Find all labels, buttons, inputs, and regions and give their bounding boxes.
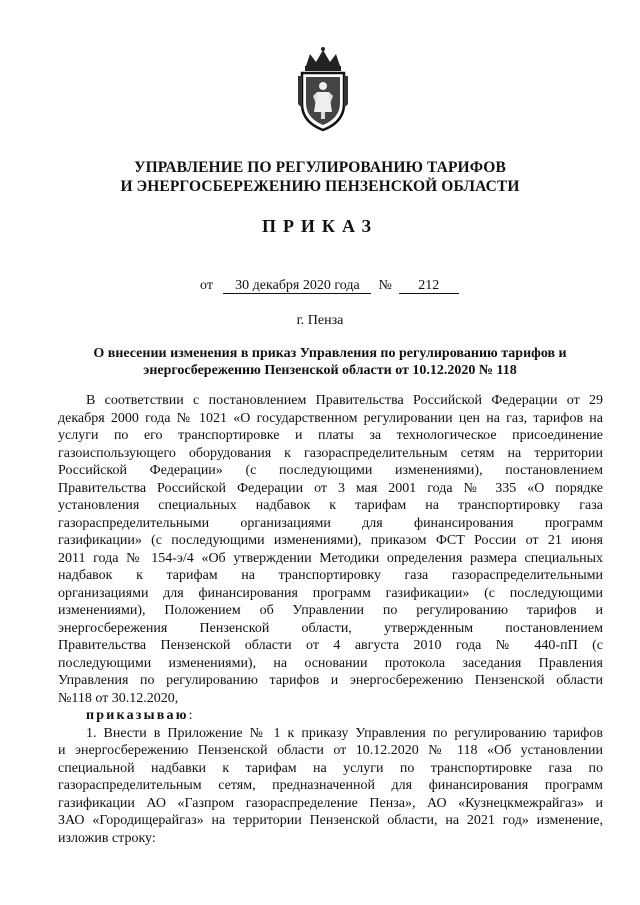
agency-name-line1: УПРАВЛЕНИЕ ПО РЕГУЛИРОВАНИЮ ТАРИФОВ xyxy=(134,159,506,176)
preamble-line: последующими изменениями), на основании протокола заседания Правления xyxy=(58,655,603,671)
preamble-line: организациями для финансирования программ газификации» (с последующими xyxy=(58,585,603,601)
date-number-line xyxy=(200,278,459,294)
preamble-line: В соответствии с постановлением Правительства Российской Федерации от 29 xyxy=(86,393,603,408)
preamble-line: Управления по регулированию тарифов и энергосбережению Пензенской области xyxy=(58,673,603,688)
agency-name-line2: И ЭНЕРГОСБЕРЕЖЕНИЮ ПЕНЗЕНСКОЙ ОБЛАСТИ xyxy=(120,178,520,195)
preamble-line: Российской Федерации» (с последующими изменениями), постановлением xyxy=(58,463,603,478)
agency-name xyxy=(0,158,640,196)
preamble-line: надбавок к тарифам на транспортировку газа газораспределительными xyxy=(58,568,603,583)
preamble-line: изменениями), Положением об Управлении по регулированию тарифов и xyxy=(58,603,603,618)
document-date: 30 декабря 2020 года xyxy=(223,278,371,294)
number-label: № xyxy=(378,278,392,293)
preamble-line: Правительства Российской Федерации от 3 мая 2001 года № 335 «О порядке xyxy=(58,480,603,496)
item1-line: специальной надбавки к тарифам на услуги по транспортировке газа по xyxy=(58,760,603,776)
order-word xyxy=(58,707,603,725)
title-line1: О внесении изменения в приказ Управления по регулированию тарифов и xyxy=(93,346,567,361)
document-body xyxy=(58,392,603,847)
item1-line: изложив строку: xyxy=(58,830,156,846)
preamble-line: декабря 2000 года № 1021 «О государственном регулировании цен на газ, тарифов на xyxy=(58,410,603,426)
preamble-line: энергосбережения Пензенской области, утвержденным постановлением xyxy=(58,620,603,636)
item1-line: ЗАО «Городищерайгаз» на территории Пензенской области, на 2021 год» изменение, xyxy=(58,813,603,828)
preamble-line: услуги по его транспортировке и платы за технологическое присоединение xyxy=(58,428,603,443)
document-title xyxy=(60,345,600,379)
item1-line: газораспределительным сетям, предназначенной для финансирования программ xyxy=(58,778,603,793)
order-word-colon: : xyxy=(188,708,193,723)
item1-line: газификации АО «Газпром газораспределение Пенза», АО «Кузнецкмежрайгаз» и xyxy=(58,795,603,811)
title-line2: энергосбережению Пензенской области от 10.12.2020 № 118 xyxy=(143,363,517,378)
preamble-line: 2011 года № 154-э/4 «Об утверждении Методики определения размера специальных xyxy=(58,550,603,566)
order-word-text: приказываю xyxy=(86,708,189,723)
preamble-line: Правительства Пензенской области от 4 августа 2010 года № 440-пП (с xyxy=(58,638,603,653)
item1-line: и энергосбережению Пензенской области от 10.12.2020 № 118 «Об установлении xyxy=(58,743,603,758)
city-line: г. Пенза xyxy=(296,313,344,328)
item1-line: 1. Внести в Приложение № 1 к приказу Управления по регулированию тарифов xyxy=(86,725,603,741)
preamble-line: газификации» (с последующими изменениями), приказом ФСТ России от 21 июня xyxy=(58,533,603,548)
preamble-line: газоиспользующего оборудования к газораспределительным сетям на территории xyxy=(58,445,603,461)
preamble-line: установления специальных надбавок к тарифам на транспортировку газа xyxy=(58,498,603,513)
preamble-line: №118 от 30.12.2020, xyxy=(58,690,179,706)
coat-of-arms-emblem xyxy=(292,46,354,134)
date-from-label: от xyxy=(200,278,213,293)
document-type-heading: ПРИКАЗ xyxy=(261,216,379,236)
document-number: 212 xyxy=(399,278,459,294)
preamble-line: газораспределительными организациями для финансирования программ xyxy=(58,515,603,531)
